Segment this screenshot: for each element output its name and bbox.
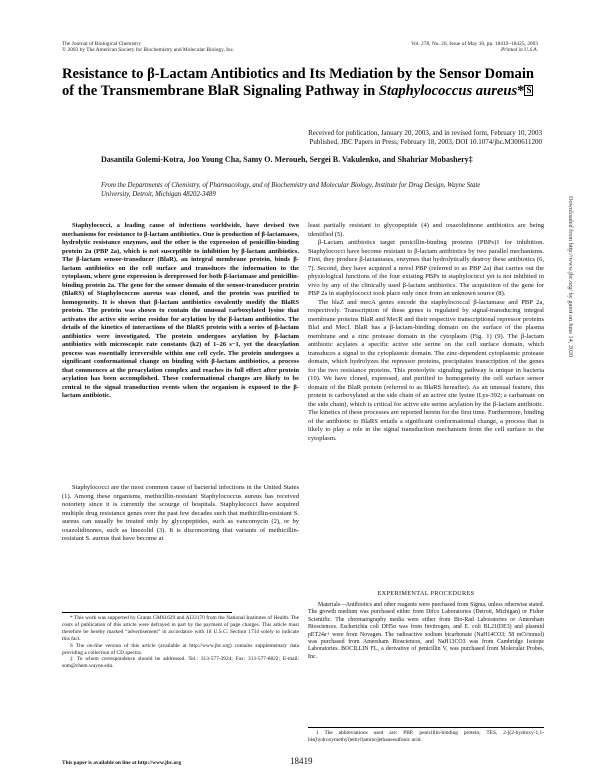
copyright-line: © 2003 by The American Society for Biochemistry and Molecular Biology, Inc.: [62, 47, 235, 54]
supplemental-data-icon[interactable]: S: [526, 85, 532, 95]
page-number: 18419: [290, 756, 313, 766]
journal-name: The Journal of Biological Chemistry: [62, 41, 142, 47]
publication-dates: [222, 129, 542, 147]
issue-header: [411, 41, 538, 54]
article-title: [62, 66, 542, 100]
volume-line: Vol. 278, No. 20, Issue of May 16, pp. 18419–18425, 2003: [410, 41, 538, 47]
footnotes-left: [62, 615, 299, 670]
footnote-supplement: S The on-line version of this article (available at http://www.jbc.org) contains supplementary data providing a collection of CD spectra.: [62, 642, 299, 656]
title-funding-mark: *: [517, 83, 525, 99]
received-line: Received for publication, January 20, 2003, and in revised form, February 10, 2003: [308, 129, 542, 137]
affiliation: From the Departments of Chemistry, of Pharmacology, and of Biochemistry and Molecular Biology, Institute for Drug Design, Wayne State University, Detroit, Michigan 48202-3489: [101, 182, 481, 198]
right-column-text: [308, 222, 544, 443]
footnote-divider-right: [308, 727, 544, 728]
availability-note: This paper is available on line at http://www.jbc.org: [62, 760, 182, 766]
abstract: Staphylococci, a leading cause of infections worldwide, have devised two mechanisms for resistance to β-lactam antibiotics. One is production of β-lactamases, hydrolytic resistance enzymes, and the other is the expression of penicillin-binding protein 2a (PBP 2a), which is not susceptible to inhibition by β-lactam antibiotics. The β-lactam sensor-transducer (BlaR), an integral membrane protein, binds β-lactam antibiotics on the cell surface and transduces the information to the cytoplasm, where gene expression is derepressed for both β-lactamase and penicillin-binding protein 2a. The gene for the sensor domain of the sensor-transducer protein (BlaRS) of Staphylococcus aureus was cloned, and the protein was purified to homogeneity. It is shown that β-lactam antibiotics covalently modify the BlaRS protein. The protein was shown to contain the unusual carboxylated lysine that activates the active site serine residue for acylation by the β-lactam antibiotics. The details of the kinetics of interactions of the BlaRS protein with a series of β-lactam antibiotics were investigated. The protein undergoes acylation by β-lactam antibiotics with microscopic rate constants (k2) of 1–26 s−1, yet the deacylation process was essentially irreversible within one cell cycle. The protein undergoes a significant conformational change on binding with β-lactam antibiotics, a process that commences at the preacylation complex and reaches its full effect after protein acylation has been accomplished. These conformational changes are likely to be central to the signal transduction events when the organism is exposed to the β-lactam antibiotic.: [62, 222, 299, 400]
footnote-abbreviations: 1 The abbreviations used are: PBP, penicillin-binding protein; TES, 2-[(2-hydroxy-1,1-bis(hydroxymethyl)ethyl)amino]ethanesulfonic acid.: [308, 730, 544, 743]
title-main: Resistance to β-Lactam Antibiotics and Its Mediation by the Sensor Domain of the Transmembrane BlaR Signaling Pathway in: [62, 66, 534, 99]
journal-header: [62, 41, 234, 54]
footnote-funding: * This work was supported by Grants GM61629 and AI33170 from the National Institutes of Health. The costs of publication of this article were defrayed in part by the payment of page charges. This article must therefore be hereby marked “advertisement” in accordance with 18 U.S.C. Section 1734 solely to indicate this fact.: [62, 615, 299, 642]
paragraph-continuation: least partially resistant to glycopeptide (4) and oxazolidinone antibiotics are being identified (5).: [308, 222, 544, 238]
paragraph-blaz-meca: The blaZ and mecA genes encode the staphylococcal β-lactamase and PBP 2a, respectively. Transcription of these genes is regulated by signal-transducing integral membrane proteins BlaR and MecR and their respective transcriptional repressor proteins BlaI and MecI. BlaR has a β-lactam-binding domain on the surface of the plasma membrane and a zinc protease domain in the cytoplasm (Fig. 1) (9). The β-lactam antibiotic acylates a specific active site serine on the cell surface domain, which transduces a signal to the cytoplasmic domain. The zinc-dependent cytoplasmic protease domain, which hydrolyzes the repressor proteins, precipitates transcription of the genes for the two resistance proteins. This proteolytic signaling pathway is unique in bacteria (10). We have cloned, expressed, and purified to homogeneity the cell surface sensor domain of the BlaR protein (referred to as BlaRS hereafter). As an unusual feature, this protein is carboxylated at the side chain of an active site lysine (Lys-392; a carbamate on the side chain), which is critical for active site serine acylation by the β-lactam antibiotic. The kinetics of these processes are reported herein for the first time. Furthermore, binding of the antibiotic to BlaRS entails a significant conformational change, a process that is likely to play a role in the signal transduction mechanism from the cell surface to the cytoplasm.: [308, 298, 544, 442]
published-line: Published, JBC Papers in Press, February 18, 2003, DOI 10.1074/jbc.M300611200: [309, 138, 542, 147]
title-species: Staphylococcus aureus: [378, 83, 518, 99]
printed-line: Printed in U.S.A.: [501, 47, 538, 54]
footnote-divider: [62, 612, 232, 613]
author-list: Dasantila Golemi-Kotra, Joo Young Cha, Samy O. Meroueh, Sergei B. Vakulenko, and Shahriar Mobashery‡: [101, 155, 473, 164]
section-heading: EXPERIMENTAL PROCEDURES: [377, 590, 475, 597]
intro-paragraph: Staphylococci are the most common cause of bacterial infections in the United States (1). Among these organisms, methicillin-resistant Staphylococcus aureus has received notoriety since it is currently the scourge of hospitals. Staphylococci have acquired multiple drug resistance genes over the past few decades such that methicillin-resistant S. aureus can usually be treated only by glycopeptides, such as vancomycin (2), or by oxazolidinones, such as linezolid (3). It is disconcerting that variants of methicillin-resistant S. aureus that have become at: [62, 484, 299, 543]
materials-paragraph: Materials—Antibiotics and other reagents were purchased from Sigma, unless otherwise stated. The growth medium was purchased either from Difco Laboratories (Detroit, Michigan) or Fisher Scientific. The chromatography media were either from Bio-Rad Laboratories or Amersham Biosciences. Escherichia coli DH5α was from Invitrogen, and E. coli BL21(DE3) and plasmid pET24a+ were from Novagen. The radioactive sodium bicarbonate (NaH14CO3; 58 mCi/mmol) was purchased from Amersham Biosciences, and NaH13CO3 was from Cambridge Isotope Laboratories. BOCILLIN FL, a derivative of penicillin V, was purchased from Molecular Probes, Inc.: [308, 602, 544, 660]
footnote-correspondence: ‡ To whom correspondence should be addressed. Tel.: 313-577-3924; Fax: 313-577-8822; E-mail: som@chem.wayne.edu.: [62, 656, 299, 670]
paragraph-pbps: β-Lactam antibiotics target penicillin-binding proteins (PBPs)1 for inhibition. Staphylococci have become resistant to β-lactam antibiotics by two parallel mechanisms. First, they produce β-lactamases, enzymes that hydrolytically destroy these antibiotics (6, 7). Second, they have acquired a novel PBP (referred to as PBP 2a) that carries out the physiological functions of the four existing PBPs in staphylococci yet is not inhibited in vivo by any of the clinically used β-lactam antibiotics. The acquisition of the gene for PBP 2a in staphylococci took place only once from an unknown source (8).: [308, 239, 544, 298]
download-watermark: Downloaded from http://www.jbc.org/ by guest on June 14, 2020: [567, 196, 574, 358]
